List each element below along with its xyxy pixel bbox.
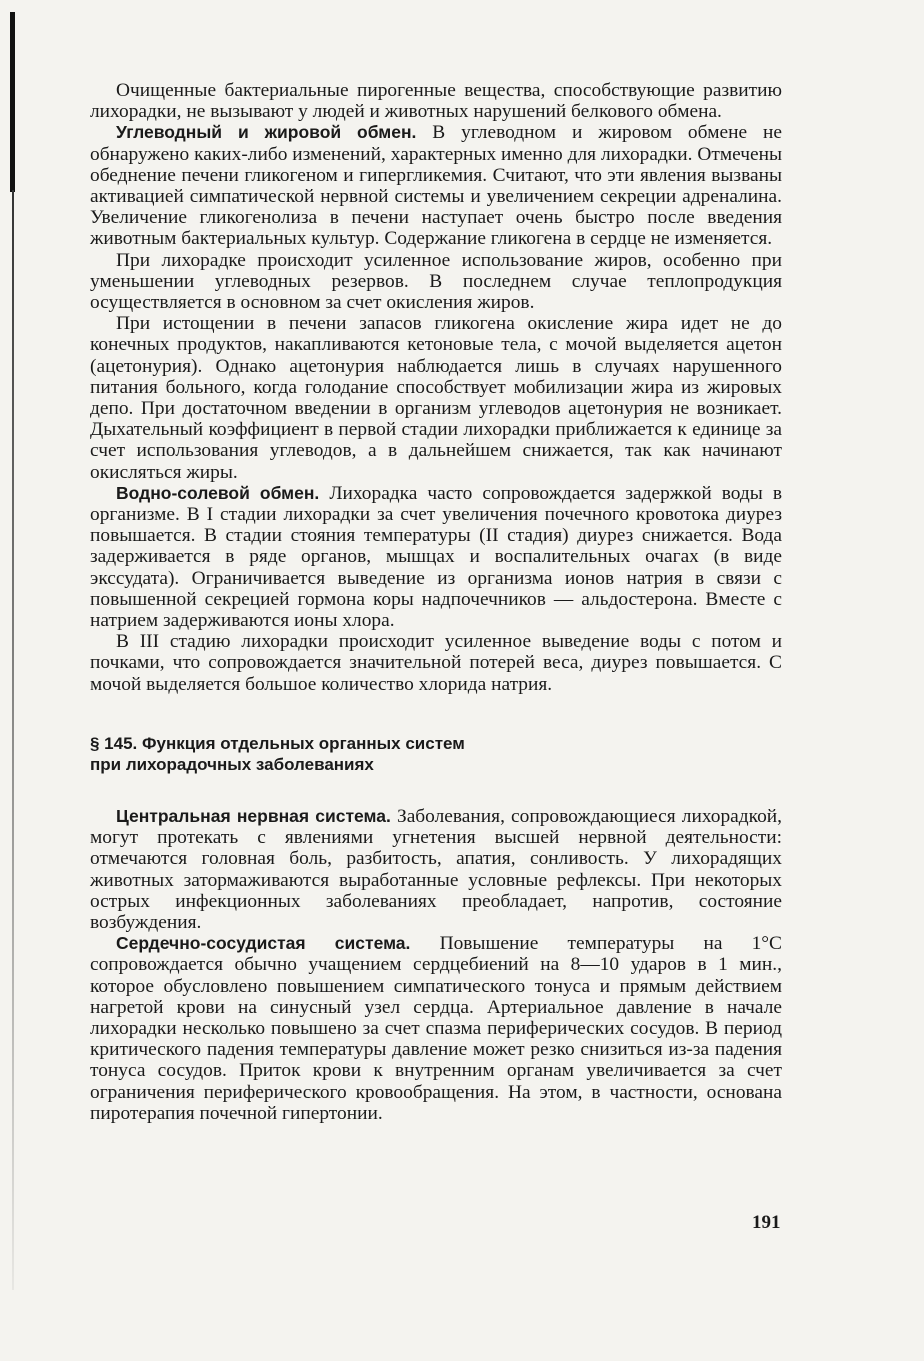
paragraph-lead: Центральная нервная система.: [116, 805, 391, 826]
paragraph-protein-metabolism: Очищенные бактериальные пирогенные вещества, способствующие развитию лихорадки, не вызывают у людей и животных нарушений белкового обмена.: [90, 80, 782, 123]
section-heading-line-2: при лихорадочных заболеваниях: [90, 754, 374, 774]
paragraph-carbohydrate-fat-metabolism: Углеводный и жировой обмен. В углеводном и жировом обмене не обнаружено каких-либо изменений, характерных именно для лихорадки. Отмечены обеднение печени гликогеном и гипергликемия. Считают, что эти явления вызваны активацией симпатической нервной системы и увеличением секреции адреналина. Увеличение гликогенолиза в печени наступает очень быстро после введения животным бактериальных культур. Содержание гликогена в сердце не изменяется.: [90, 122, 782, 250]
paragraph-lead: Водно-солевой обмен.: [116, 482, 320, 503]
page-number: 191: [752, 1212, 781, 1233]
paragraph-glycogen-depletion: При истощении в печени запасов гликогена окисление жира идет не до конечных продуктов, накапливаются кетоновые тела, с мочой выделяется ацетон (ацетонурия). Однако ацетонурия наблюдается лишь в случаях нарушенного питания больного, когда голодание способствует мобилизации жира из жировых депо. При достаточном введении в организм углеводов ацетонурия не возникает. Дыхательный коэффициент в первой стадии лихорадки приближается к единице за счет использования углеводов, а в дальнейшем снижается, так как начинают окисляться жиры.: [90, 313, 782, 483]
paragraph-lead: Углеводный и жировой обмен.: [116, 122, 417, 143]
scan-edge-gradient: [12, 190, 14, 1290]
paragraph-fat-use: При лихорадке происходит усиленное использование жиров, особенно при уменьшении углеводных резервов. В последнем случае теплопродукция осуществляется в основном за счет окисления жиров.: [90, 249, 782, 314]
section-heading: [90, 733, 782, 775]
paragraph-lead: Сердечно-сосудистая система.: [116, 933, 411, 954]
section-heading-line-1: § 145. Функция отдельных органных систем: [90, 733, 465, 753]
paragraph-nervous-system: Центральная нервная система. Заболевания, сопровождающиеся лихорадкой, могут протекать с явлениями угнетения высшей нервной деятельности: отмечаются головная боль, разбитость, апатия, сонливость. У лихорадящих животных затормаживаются выработанные условные рефлексы. При некоторых острых инфекционных заболеваниях преобладает, напротив, состояние возбуждения.: [90, 805, 783, 933]
scan-edge-shadow: [10, 12, 15, 192]
paragraph-water-salt-metabolism: Водно-солевой обмен. Лихорадка часто сопровождается задержкой воды в организме. В I стадии лихорадки за счет увеличения почечного кровотока диурез повышается. В стадии стояния температуры (II стадия) диурез снижается. Вода задерживается в ряде органов, мышцах и воспалительных очагах (в виде экссудата). Ограничивается выведение из организма ионов натрия в связи с повышенной секрецией гормона коры надпочечников — альдостерона. Вместе с натрием задерживаются ионы хлора.: [90, 482, 782, 632]
paragraph-cardiovascular-system: Сердечно-сосудистая система. Повышение температуры на 1°С сопровождается обычно учащением сердцебиений на 8—10 ударов в 1 мин., которое обусловлено повышением симпатического тонуса и прямым действием нагретой крови на синусный узел сердца. Артериальное давление в начале лихорадки несколько повышено за счет спазма периферических сосудов. В период критического падения температуры давление может резко снизиться из-за падения тонуса сосудов. Приток крови к внутренним органам увеличивается за счет ограничения периферического кровообращения. На этом, в частности, основана пиротерапия почечной гипертонии.: [90, 933, 782, 1124]
paragraph-stage-three: В III стадию лихорадки происходит усиленное выведение воды с потом и почками, что сопровождается значительной потерей веса, диурез повышается. С мочой выделяется большое количество хлорида натрия.: [90, 631, 782, 695]
book-page: [90, 80, 782, 1124]
